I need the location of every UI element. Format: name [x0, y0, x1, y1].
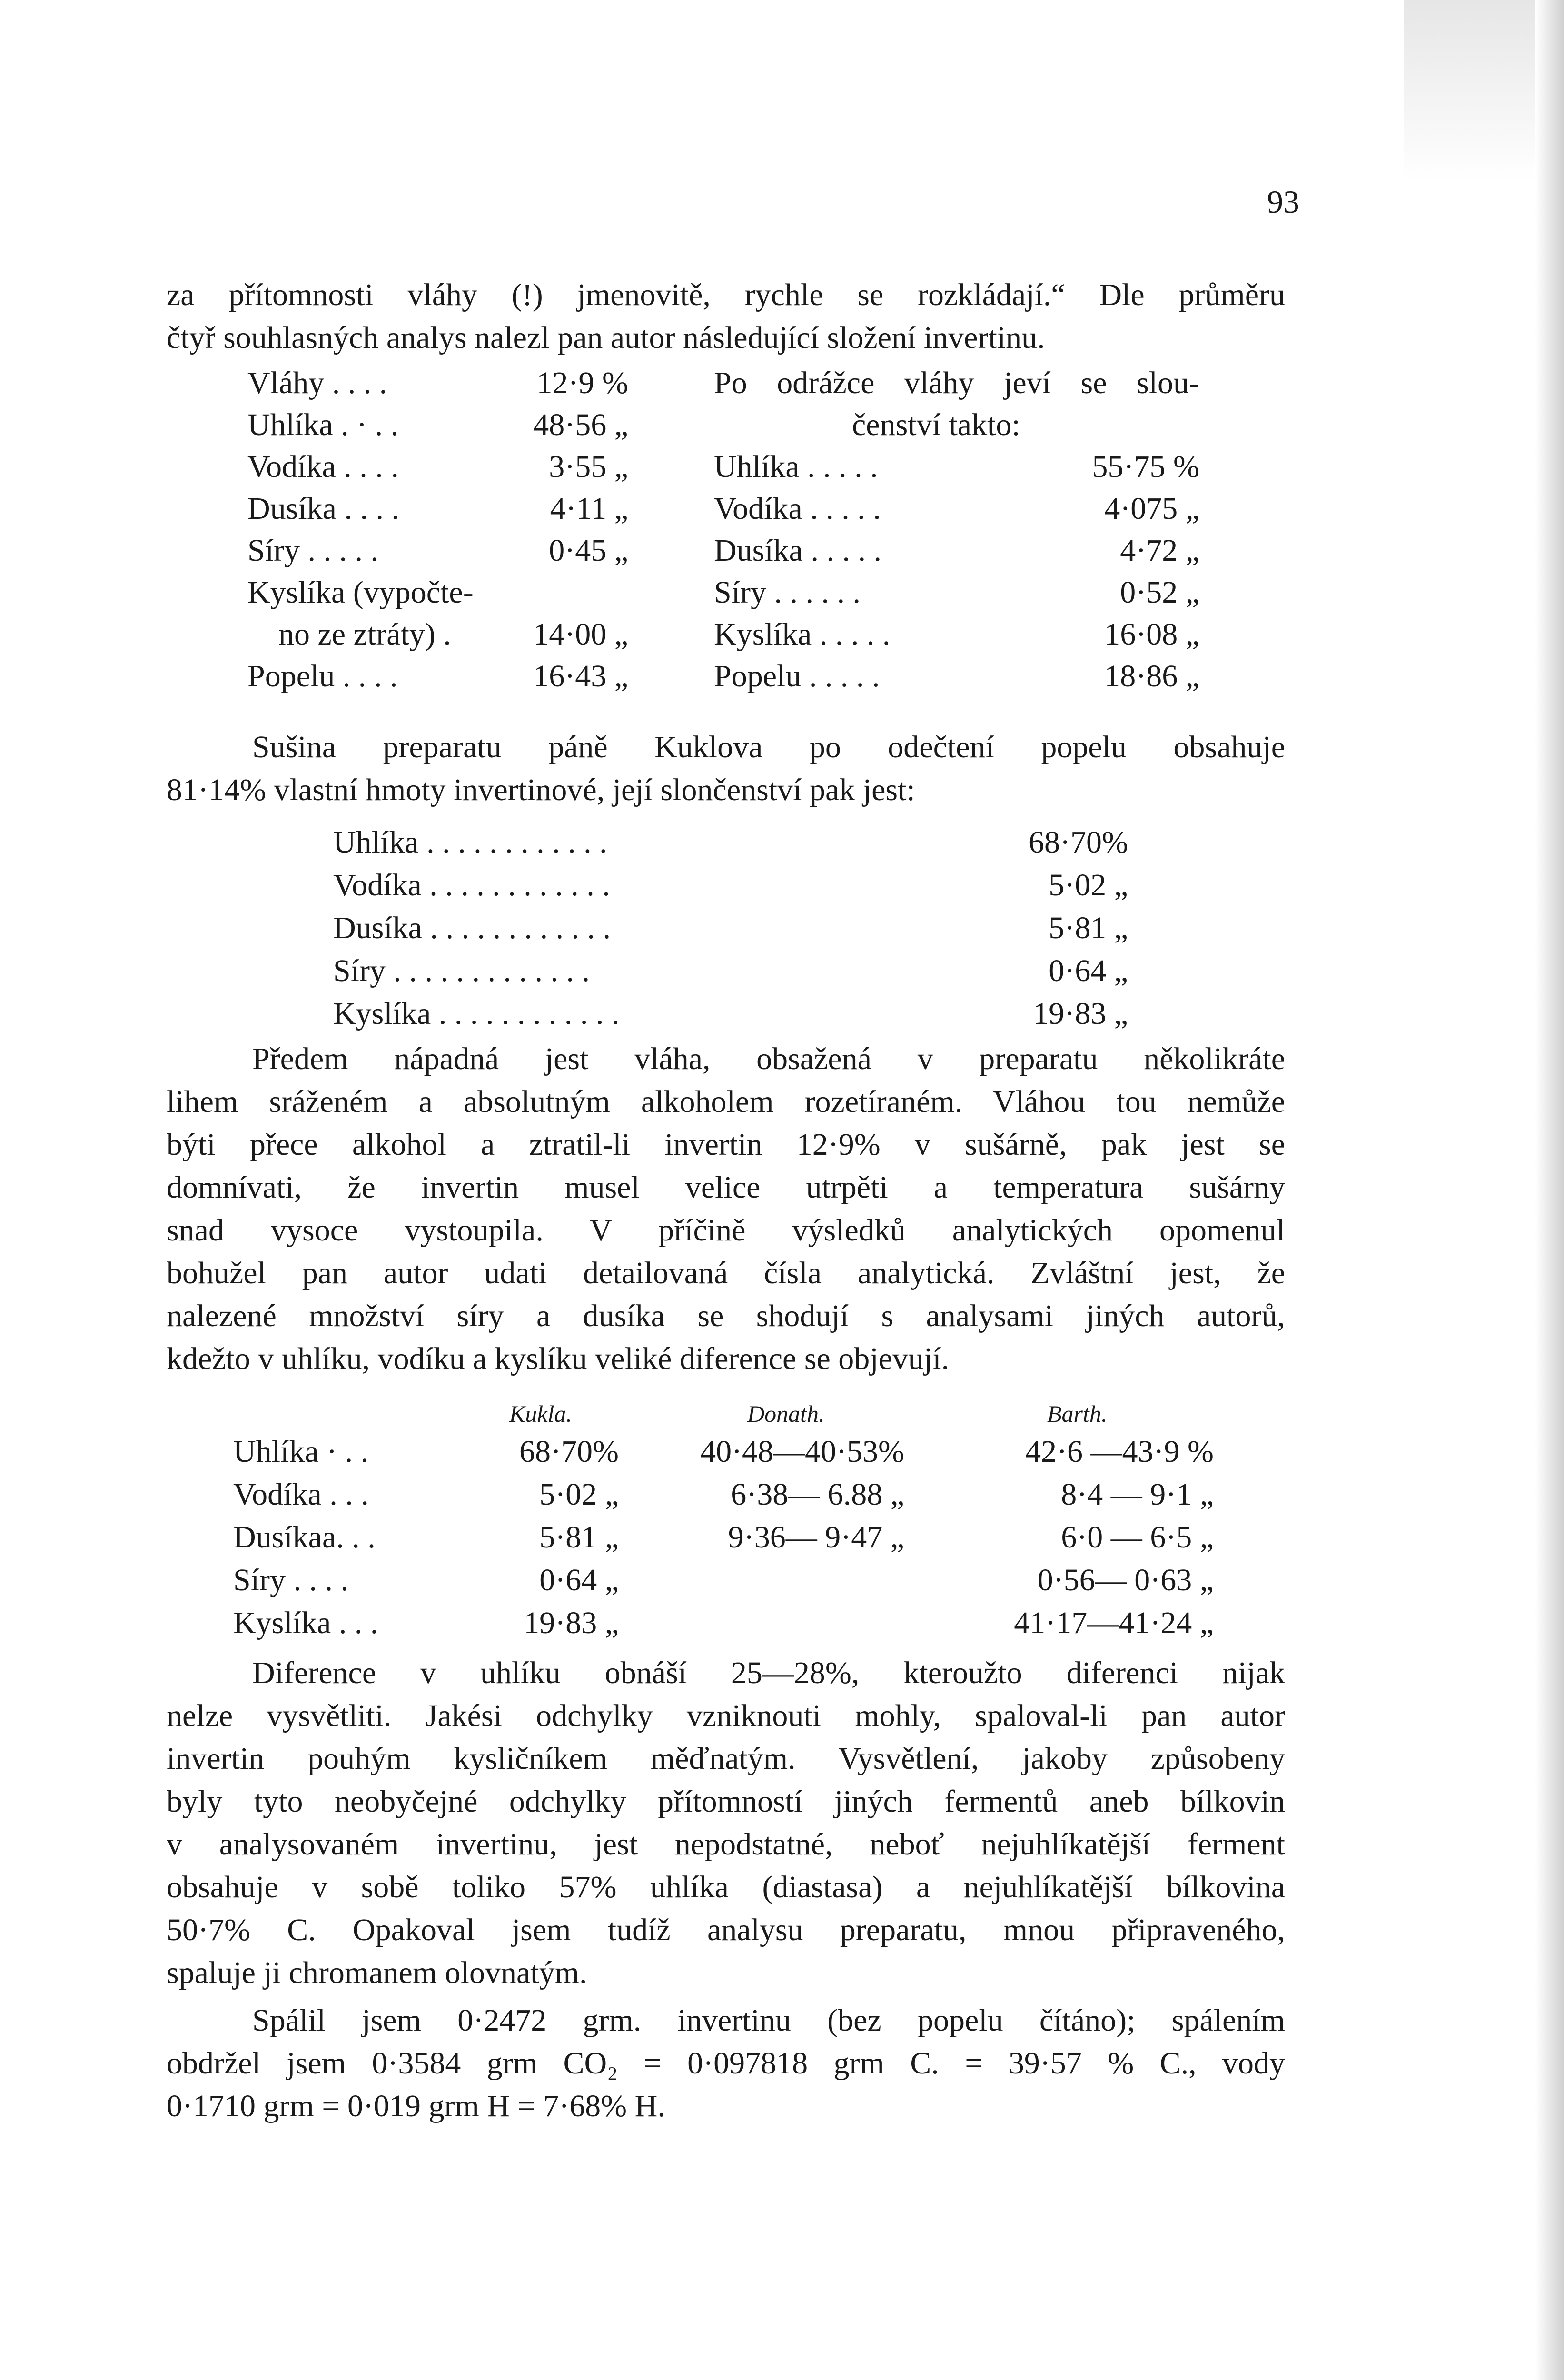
text-line: kdežto v uhlíku, vodíku a kyslíku veliké diference se objevují. — [167, 1341, 950, 1376]
table1-value: 55·75 % — [1092, 449, 1199, 484]
table3-barth: 0·56— 0·63 „ — [1037, 1563, 1214, 1597]
text-line: 0·1710 grm = 0·019 grm H = 7·68% H. — [167, 2089, 665, 2123]
text-line: 81·14% vlastní hmoty invertinové, její slončenství pak jest: — [167, 773, 915, 807]
table3-header: Kukla. — [509, 1400, 572, 1427]
table3-barth: 8·4 — 9·1 „ — [1061, 1477, 1214, 1512]
text-line: obdržel jsem 0·3584 grm CO₂ = 0·097818 grm C. = 39·57 % C., vody — [167, 2046, 1285, 2081]
text-line: nelze vysvětliti. Jakési odchylky vzniknouti mohly, spaloval-li pan autor — [167, 1698, 1285, 1733]
table3-label: Síry . . . . — [233, 1563, 349, 1597]
text-line: domnívati, že invertin musel velice utrpěti a temperatura sušárny — [167, 1170, 1285, 1205]
page-number: 93 — [1267, 184, 1299, 220]
table1-value: 4·075 „ — [1104, 491, 1199, 526]
table1-label: Síry . . . . . . — [714, 575, 861, 610]
table2-value: 19·83 „ — [1033, 996, 1128, 1031]
table3-kukla: 0·64 „ — [539, 1563, 619, 1597]
table1-value: 12·9 % — [536, 366, 628, 400]
table3-header: Donath. — [747, 1400, 825, 1427]
table1-label: Kyslíka (vypočte- — [247, 575, 474, 610]
table1-label: Kyslíka . . . . . — [714, 617, 891, 652]
text-line: obsahuje v sobě toliko 57% uhlíka (diastasa) a nejuhlíkatější bílkovina — [167, 1870, 1285, 1904]
table1-label: Vodíka . . . . . — [714, 491, 881, 526]
table2-value: 0·64 „ — [1049, 953, 1128, 988]
table1-label: Uhlíka . . . . . — [714, 449, 878, 484]
table2-value: 5·02 „ — [1049, 868, 1128, 902]
table3-kukla: 5·81 „ — [539, 1520, 619, 1555]
text-line: nalezené množství síry a dusíka se shodují s analysami jiných autorů, — [167, 1299, 1285, 1333]
table2-label: Vodíka . . . . . . . . . . . . — [333, 868, 610, 902]
text-line: za přítomnosti vláhy (!) jmenovitě, rychle se rozkládají.“ Dle průměru — [167, 278, 1285, 312]
table3-label: Kyslíka . . . — [233, 1606, 378, 1640]
text-line: 50·7% C. Opakoval jsem tudíž analysu preparatu, mnou připraveného, — [167, 1913, 1285, 1947]
table2-value: 68·70% — [1029, 825, 1128, 860]
table2-label: Dusíka . . . . . . . . . . . . — [333, 911, 611, 945]
text-line: býti přece alkohol a ztratil-li invertin 12·9% v sušárně, pak jest se — [167, 1127, 1285, 1162]
table1-value: 4·11 „ — [550, 491, 628, 526]
text-line: Diference v uhlíku obnáší 25—28%, kteroužto diferenci nijak — [252, 1656, 1285, 1690]
table2-label: Síry . . . . . . . . . . . . . — [333, 953, 590, 988]
table2-label: Uhlíka . . . . . . . . . . . . — [333, 825, 607, 860]
table3-donath: 40·48—40·53% — [700, 1434, 904, 1469]
text-line: snad vysoce vystoupila. V příčině výsledků analytických opomenul — [167, 1213, 1285, 1248]
table1-label: no ze ztráty) . — [278, 617, 451, 652]
table1-label: Dusíka . . . . — [247, 491, 399, 526]
text-line: lihem sráženém a absolutným alkoholem rozetíraném. Vláhou tou nemůže — [167, 1084, 1285, 1119]
table2-value: 5·81 „ — [1049, 911, 1128, 945]
text-line: v analysovaném invertinu, jest nepodstatné, neboť nejuhlíkatější ferment — [167, 1827, 1285, 1862]
table3-header: Barth. — [1047, 1400, 1108, 1427]
text-line: Předem nápadná jest vláha, obsažená v preparatu několikráte — [252, 1041, 1285, 1076]
table1-value: 18·86 „ — [1104, 659, 1199, 694]
table1-label: Síry . . . . . — [247, 533, 379, 568]
table3-label: Dusíkaa. . . — [233, 1520, 376, 1555]
table3-barth: 6·0 — 6·5 „ — [1061, 1520, 1214, 1555]
table1-value: 48·56 „ — [533, 407, 628, 442]
table1-right-heading: Po odrážce vláhy jeví se slou- — [714, 366, 1199, 400]
text-line: čtyř souhlasných analys nalezl pan autor následující složení invertinu. — [167, 320, 1045, 355]
table3-label: Uhlíka · . . — [233, 1434, 369, 1469]
text-line: Spálil jsem 0·2472 grm. invertinu (bez popelu čítáno); spálením — [252, 2003, 1285, 2038]
table3-barth: 42·6 —43·9 % — [1025, 1434, 1214, 1469]
scan-shadow-right — [1535, 0, 1564, 2380]
table1-label: Uhlíka . · . . — [247, 407, 399, 442]
table1-value: 16·08 „ — [1104, 617, 1199, 652]
text-line: byly tyto neobyčejné odchylky přítomností jiných fermentů aneb bílkovin — [167, 1784, 1285, 1819]
text-line: invertin pouhým kysličníkem měďnatým. Vysvětlení, jakoby způsobeny — [167, 1741, 1285, 1776]
table1-label: Vláhy . . . . — [247, 366, 387, 400]
table1-value: 16·43 „ — [533, 659, 628, 694]
table1-value: 14·00 „ — [533, 617, 628, 652]
table1-label: Dusíka . . . . . — [714, 533, 881, 568]
text-line: spaluje ji chromanem olovnatým. — [167, 1955, 587, 1990]
table3-kukla: 19·83 „ — [524, 1606, 619, 1640]
text-line: bohužel pan autor udati detailovaná čísla analytická. Zvláštní jest, že — [167, 1256, 1285, 1290]
table3-barth: 41·17—41·24 „ — [1014, 1606, 1214, 1640]
table1-value: 0·45 „ — [549, 533, 628, 568]
text-line: Sušina preparatu páně Kuklova po odečtení popelu obsahuje — [252, 730, 1285, 764]
table3-donath: 6·38— 6.88 „ — [731, 1477, 904, 1512]
table3-donath: 9·36— 9·47 „ — [728, 1520, 904, 1555]
table1-right-heading: čenství takto: — [852, 407, 1020, 442]
table1-value: 0·52 „ — [1120, 575, 1199, 610]
table2-label: Kyslíka . . . . . . . . . . . . — [333, 996, 620, 1031]
table1-label: Popelu . . . . . — [714, 659, 880, 694]
table1-label: Popelu . . . . — [247, 659, 398, 694]
table3-label: Vodíka . . . — [233, 1477, 369, 1512]
table1-label: Vodíka . . . . — [247, 449, 399, 484]
table3-kukla: 68·70% — [519, 1434, 619, 1469]
table3-kukla: 5·02 „ — [539, 1477, 619, 1512]
table1-value: 4·72 „ — [1120, 533, 1199, 568]
table1-value: 3·55 „ — [549, 449, 628, 484]
